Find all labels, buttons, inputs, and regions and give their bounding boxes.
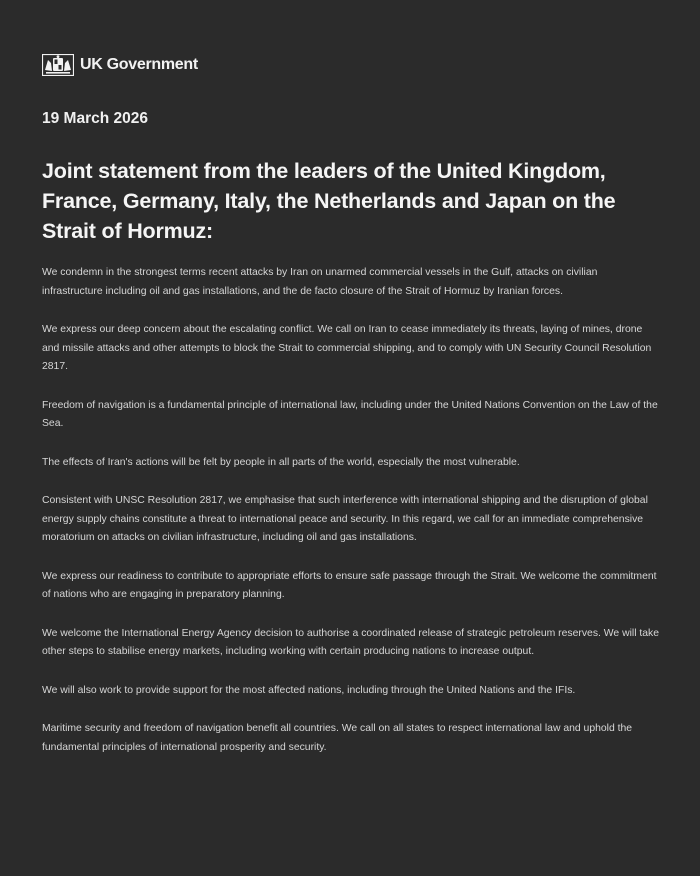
statement-date: 19 March 2026 <box>42 110 148 127</box>
paragraph-3: Freedom of navigation is a fundamental principle of international law, including under the United Nations Convention on the Law of the Sea. <box>42 399 658 429</box>
brand-header <box>42 52 660 78</box>
paragraph-7: We welcome the International Energy Agency decision to authorise a coordinated release of strategic petroleum reserves. We will take other steps to stabilise energy markets, including working with certain producing nations to increase output. <box>42 627 660 657</box>
paragraph-6: We express our readiness to contribute to appropriate efforts to ensure safe passage through the Strait. We welcome the commitment of nations who are engaging in preparatory planning. <box>42 570 657 600</box>
brand-name: UK Government <box>80 56 198 73</box>
paragraph-1: We condemn in the strongest terms recent attacks by Iran on unarmed commercial vessels in the Gulf, attacks on civilian infrastructure including oil and gas installations, and the de facto closure of the Strait of Hormuz by Iranian forces. <box>42 267 598 297</box>
paragraph-9: Maritime security and freedom of navigation benefit all countries. We call on all states to respect international law and uphold the fundamental principles of international prosperity and security. <box>42 723 633 753</box>
statement-body <box>42 264 660 757</box>
statement-title: Joint statement from the leaders of the United Kingdom, France, Germany, Italy, the Netherlands and Japan on the Strait of Hormuz: <box>42 159 616 243</box>
paragraph-5: Consistent with UNSC Resolution 2817, we emphasise that such interference with international shipping and the disruption of global energy supply chains constitute a threat to international peace and security. In this regard, we call for an immediate comprehensive moratorium on attacks on civilian infrastructure, including oil and gas installations. <box>42 495 648 543</box>
paragraph-4: The effects of Iran's actions will be felt by people in all parts of the world, especially the most vulnerable. <box>42 456 520 468</box>
paragraph-8: We will also work to provide support for the most affected nations, including through the United Nations and the IFIs. <box>42 684 576 696</box>
royal-coat-of-arms-icon <box>42 54 74 76</box>
paragraph-2: We express our deep concern about the escalating conflict. We call on Iran to cease immediately its threats, laying of mines, drone and missile attacks and other attempts to block the Strait to commercial shipping, and to comply with UN Security Council Resolution 2817. <box>42 324 652 372</box>
